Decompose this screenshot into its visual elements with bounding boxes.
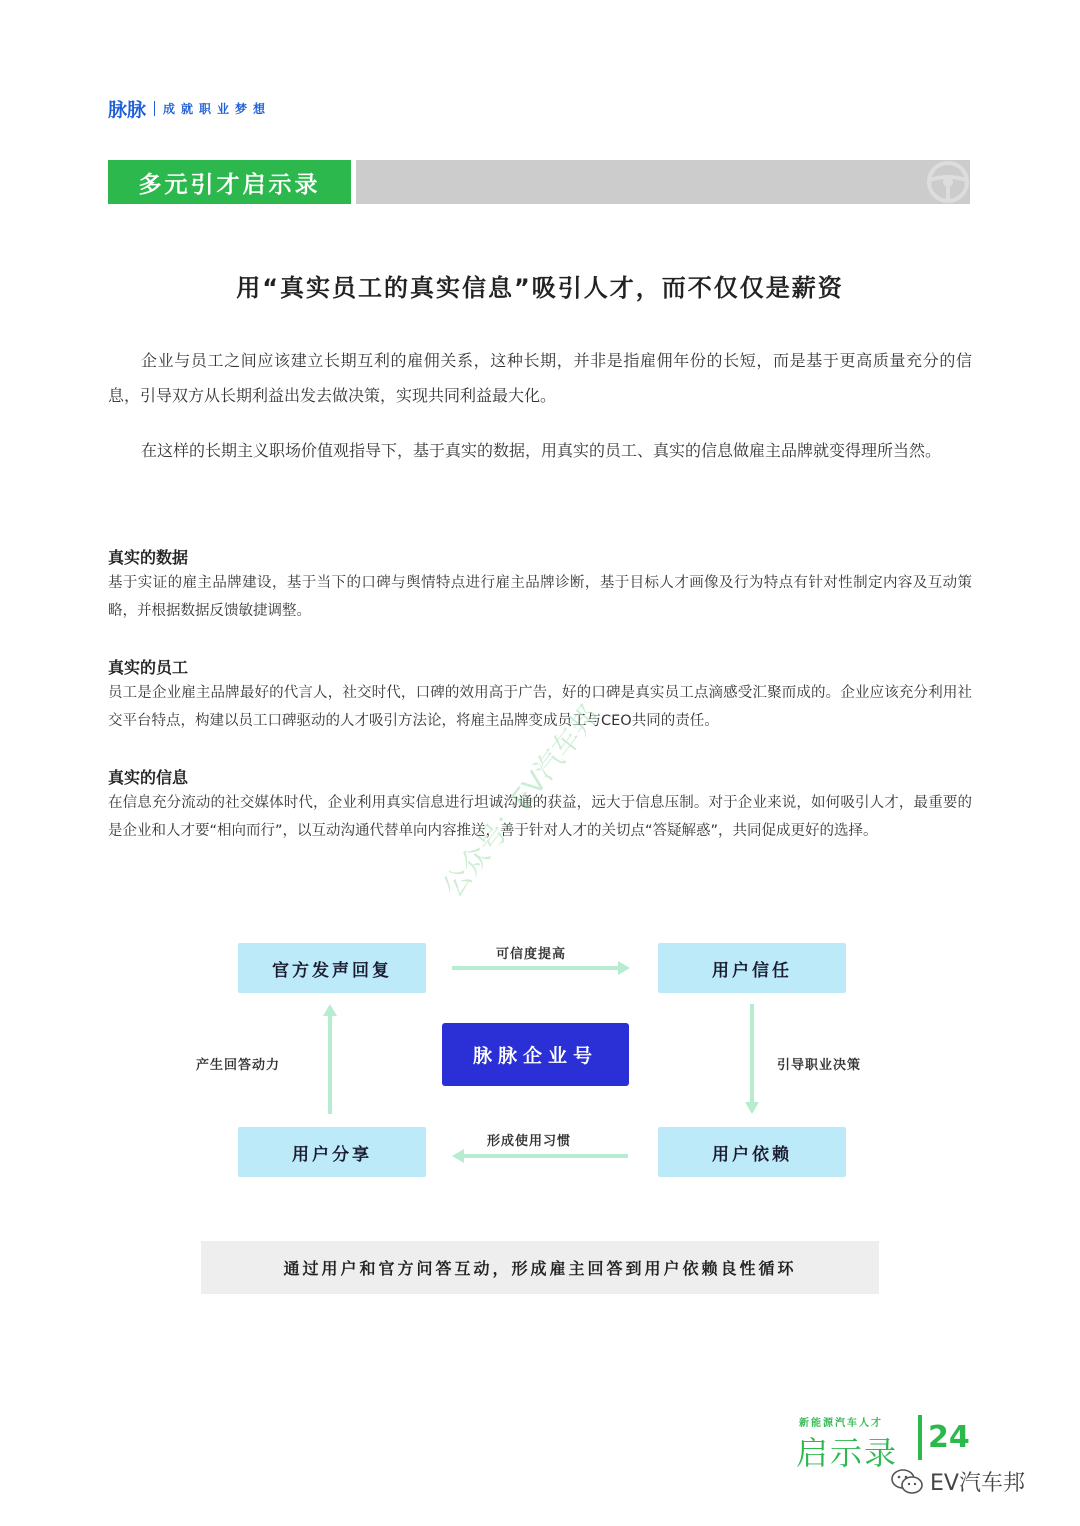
box-user-reliance: 用户依赖 [658, 1127, 846, 1177]
wechat-attribution [890, 1466, 1025, 1497]
diagram-summary: 通过用户和官方问答互动，形成雇主回答到用户依赖良性循环 [201, 1241, 879, 1294]
page-number-divider [918, 1415, 922, 1460]
box-official-reply: 官方发声回复 [238, 943, 426, 993]
box-user-share: 用户分享 [238, 1127, 426, 1177]
brand-logo: 脉脉 [108, 98, 147, 121]
section-heading-employee: 真实的员工 [108, 658, 189, 677]
label-credibility: 可信度提高 [496, 947, 567, 962]
arrow-top-head [618, 961, 630, 975]
intro-paragraph-2: 在这样的长期主义职场价值观指导下，基于真实的数据，用真实的员工、真实的信息做雇主品牌就变得理所当然。 [141, 441, 942, 460]
section-banner-title: 多元引才启示录 [108, 160, 351, 204]
footer-series-small: 新能源汽车人才 [799, 1418, 883, 1429]
label-career-decision: 引导职业决策 [777, 1058, 862, 1073]
arrow-bottom-head [452, 1149, 464, 1163]
brand-slogan: 成就职业梦想 [163, 101, 272, 116]
box-maimai-enterprise: 脉脉企业号 [442, 1023, 629, 1086]
watermark: 公众号：EV汽车邦 [435, 699, 606, 904]
wechat-account-name: EV汽车邦 [930, 1471, 1025, 1496]
section-heading-data: 真实的数据 [108, 548, 189, 567]
arrow-right-head [745, 1102, 759, 1114]
intro-paragraph-1: 企业与员工之间应该建立长期互利的雇佣关系，这种长期，并非是指雇佣年份的长短，而是基于更高质量充分的信息，引导双方从长期利益出发去做决策，实现共同利益最大化。 [108, 351, 972, 405]
wechat-icon [890, 1468, 924, 1496]
footer-series-big: 启示录 [796, 1434, 899, 1472]
section-text-employee: 员工是企业雇主品牌最好的代言人，社交时代，口碑的效用高于广告，好的口碑是真实员工点滴感受汇聚而成的。企业应该充分利用社交平台特点，构建以员工口碑驱动的人才吸引方法论，将雇主品牌变成员工与CEO共同的责任。 [108, 685, 972, 729]
section-heading-info: 真实的信息 [108, 768, 189, 787]
label-usage-habit: 形成使用习惯 [487, 1134, 572, 1149]
article-title: 用“真实员工的真实信息”吸引人才，而不仅仅是薪资 [236, 274, 844, 302]
page-number: 24 [928, 1420, 970, 1455]
section-text-data: 基于实证的雇主品牌建设，基于当下的口碑与舆情特点进行雇主品牌诊断，基于目标人才画像及行为特点有针对性制定内容及互动策略，并根据数据反馈敏捷调整。 [108, 575, 972, 619]
label-answer-motivation: 产生回答动力 [196, 1058, 281, 1073]
box-user-trust: 用户信任 [658, 943, 846, 993]
section-text-info: 在信息充分流动的社交媒体时代，企业利用真实信息进行坦诚沟通的获益，远大于信息压制。对于企业来说，如何吸引人才，最重要的是企业和人才要“相向而行”，以互动沟通代替单向内容推送，善于针对人才的关切点“答疑解惑”，共同促成更好的选择。 [108, 795, 972, 839]
arrow-left-head [323, 1004, 337, 1016]
